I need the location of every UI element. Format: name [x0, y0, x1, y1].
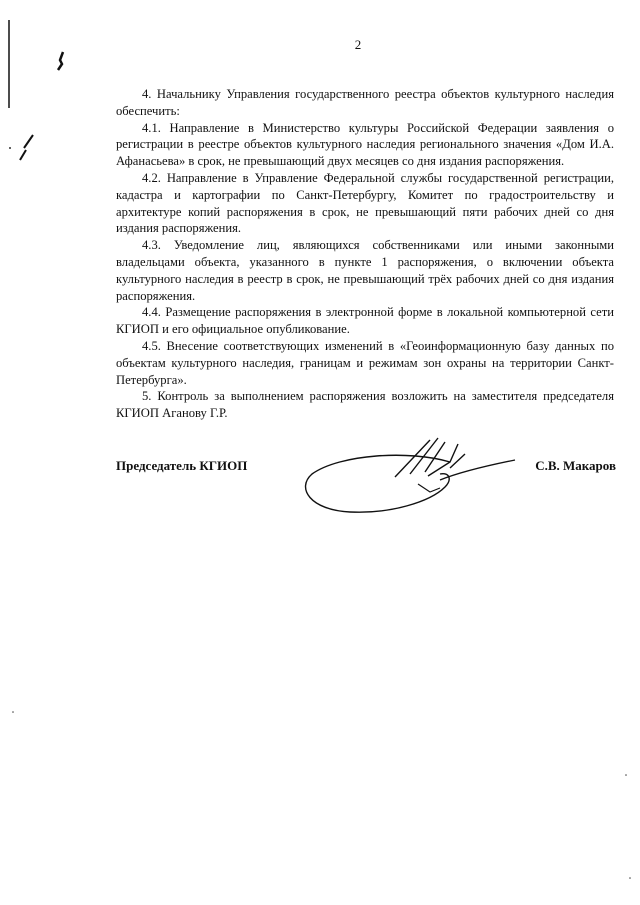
- signer-title: Председатель КГИОП: [116, 458, 248, 473]
- signer-name: С.В. Макаров: [535, 458, 616, 473]
- paragraph-4-3: 4.3. Уведомление лиц, являющихся собственниками или иными законными владельцами объекта, указанного в пункте 1 распоряжения, о включении объекта культурного наследия в реестр в срок, не превышающий трёх рабочих дней со дня издания распоряжения.: [116, 238, 614, 303]
- paragraph-4-4: 4.4. Размещение распоряжения в электронной форме в локальной компьютерной сети КГИОП и его официальное опубликование.: [116, 305, 614, 337]
- paragraph-4-2: 4.2. Направление в Управление Федеральной службы государственной регистрации, кадастра и картографии по Санкт-Петербургу, Комитет по градостроительству и архитектуре копий распоряжения в срок, не превышающий пяти рабочих дней со дня издания распоряжения.: [116, 170, 614, 236]
- paragraph-4-1: 4.1. Направление в Министерство культуры Российской Федерации заявления о регистрации в реестре объектов культурного наследия регионального значения «Дом И.А. Афанасьева» в срок, не превышающий двух месяцев со дня издания распоряжения.: [116, 120, 614, 169]
- paragraph-5: 5. Контроль за выполнением распоряжения возложить на заместителя председателя КГИОП Аганову Г.Р.: [116, 389, 614, 421]
- signature-block: [116, 458, 616, 482]
- paragraph-4: 4. Начальнику Управления государственного реестра объектов культурного наследия обеспечить:: [116, 87, 614, 118]
- page-number: 2: [354, 37, 362, 52]
- paragraph-4-5: 4.5. Внесение соответствующих изменений в «Геоинформационную базу данных по объектам культурного наследия, границам и режимам зон охраны на территории Санкт-Петербурга».: [116, 338, 614, 387]
- document-body: [116, 86, 614, 422]
- binding-mark: [0, 0, 80, 200]
